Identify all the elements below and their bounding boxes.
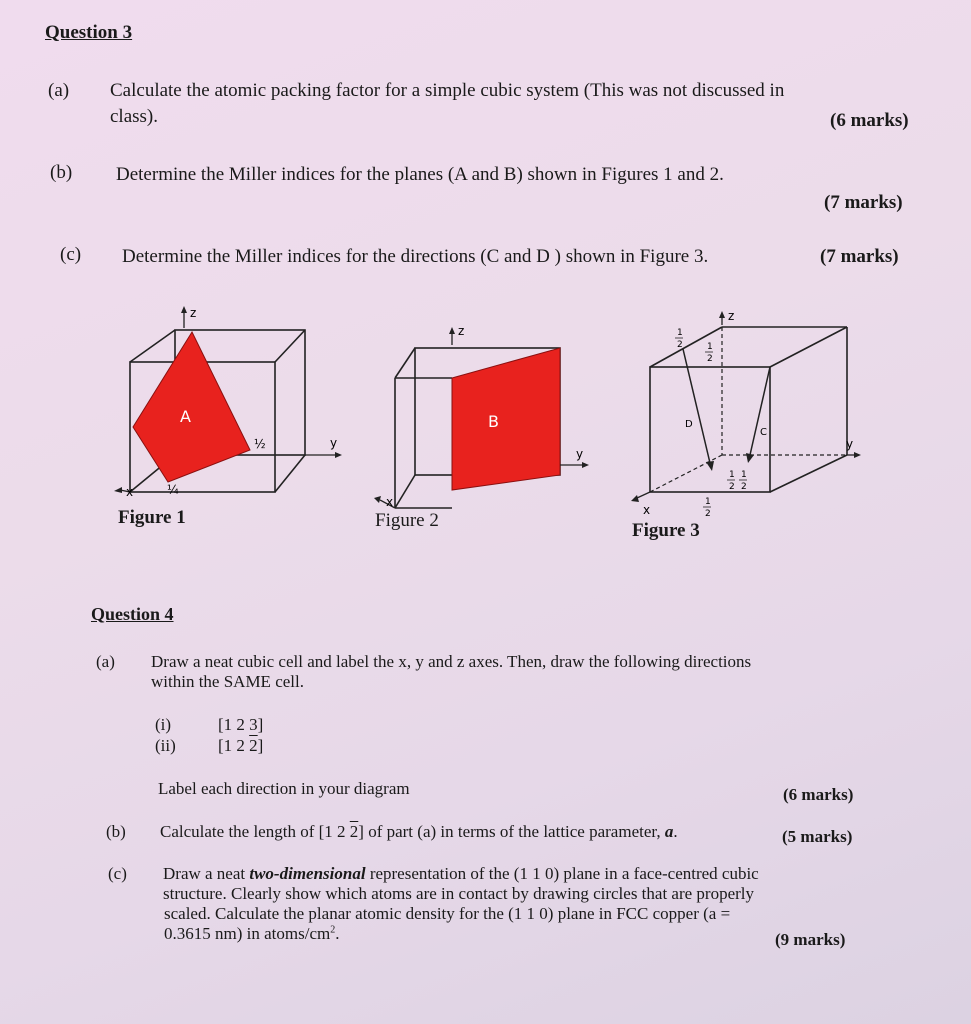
q4c-line4-post: . [335,924,340,943]
q4b-param: a [664,822,674,841]
q4a-label: (a) [96,652,115,671]
figure-2-diagram [370,315,600,510]
q4a-item-ii-post: ] [257,736,264,755]
q4c-text-line2: structure. Clearly show which atoms are in contact by drawing circles that are properly [163,884,755,903]
q4a-item-ii-label: (ii) [155,736,176,755]
q3b-marks: (7 marks) [824,192,903,213]
q3c-text: Determine the Miller indices for the directions (C and D ) shown in Figure 3. [122,246,709,267]
fig3-frac-5-den: 2 [705,509,711,519]
fig3-x-arrow-icon [631,495,639,502]
q3b-text: Determine the Miller indices for the planes (A and B) shown in Figures 1 and 2. [116,164,724,185]
question-4-title: Question 4 [91,604,174,624]
q4a-item-i-label: (i) [155,715,172,734]
q4c-line1-em: two-dimensional [249,864,366,883]
fig1-y-label: y [330,436,338,450]
q4b-bar: 2 [349,822,359,841]
q3a-text-line2: class). [110,106,159,127]
fig3-x-axis [637,492,650,498]
figure-1-diagram [100,300,360,505]
q4c-text-line1 [163,864,759,884]
fig2-z-arrow-icon [449,327,455,334]
plane-a [133,332,250,482]
fig1-x-label: x [126,485,134,499]
direction-d-label: D [685,419,693,430]
direction-d-arrow-icon [706,461,714,471]
q4b-marks: (5 marks) [782,827,853,846]
q4c-text-line3: scaled. Calculate the planar atomic density for the (1 1 0) plane in FCC copper (a = [164,904,731,923]
figure-3-caption: Figure 3 [632,520,700,541]
direction-c-line [750,367,770,455]
q4b-mid: ] of part (a) in terms of the lattice parameter, [358,822,665,841]
fig2-y-arrow-icon [582,462,589,468]
q4b-pre: Calculate the length of [1 2 [160,822,350,841]
fig1-y-arrow-icon [335,452,342,458]
q4a-item-i-text: [1 2 3] [218,715,264,734]
direction-d-line [683,349,710,463]
q4b-end: . [673,822,678,841]
q4a-text-line1: Draw a neat cubic cell and label the x, y and z axes. Then, draw the following directions [151,652,752,671]
direction-c-label: C [760,427,767,438]
q4c-line4-pre: 0.3615 nm) in atoms/cm [164,924,331,943]
figure-3-diagram [615,305,865,520]
q4c-line1-post: representation of the (1 1 0) plane in a face-centred cubic [365,864,759,883]
fig3-frac-2-den: 2 [707,354,713,364]
fig3-z-arrow-icon [719,311,725,318]
figure-3-hidden-edges [650,327,847,492]
question-3-title: Question 3 [45,22,133,43]
fig2-y-label: y [576,447,584,461]
q4a-marks: (6 marks) [783,785,854,804]
q4a-item-ii-pre: [1 2 [218,736,250,755]
fig3-frac-1-num: 1 [677,328,683,338]
figure-2-caption: Figure 2 [375,510,439,531]
fig3-frac-4-den: 2 [741,482,747,492]
q4c-label: (c) [108,864,127,883]
fig3-y-label: y [846,437,854,451]
fig3-frac-4-num: 1 [741,470,747,480]
q4a-text-line2: within the SAME cell. [151,672,304,691]
fig3-frac-2-num: 1 [707,342,713,352]
q4c-text-line4 [164,924,339,944]
fig3-z-label: z [728,309,735,323]
fig1-z-arrow-icon [181,306,187,313]
plane-b [452,348,560,490]
figure-1-caption: Figure 1 [118,507,186,528]
q4b-text [160,822,678,842]
q3a-marks: (6 marks) [830,110,909,131]
fig1-x-arrow-icon [114,487,122,493]
fig2-x-label: x [386,495,394,509]
q4a-instruction: Label each direction in your diagram [158,779,410,798]
fig3-frac-3-den: 2 [729,482,735,492]
fig3-frac-5-num: 1 [705,497,711,507]
plane-a-label: A [180,407,191,426]
fig3-frac-3-num: 1 [729,470,735,480]
fig3-y-arrow-icon [854,452,861,458]
fig3-x-label: x [643,503,651,517]
q4a-item-ii-bar: 2 [249,736,258,755]
q4a-item-ii-direction [218,736,263,756]
plane-b-label: B [488,412,499,431]
q3a-label: (a) [48,80,70,101]
q3a-text-line1: Calculate the atomic packing factor for a simple cubic system (This was not discussed in [110,80,785,101]
q3b-label: (b) [50,162,73,183]
fig1-quarter-label: ¼ [167,483,179,497]
fig3-frac-1-den: 2 [677,340,683,350]
fig1-z-label: z [190,306,197,320]
q4c-marks: (9 marks) [775,930,846,949]
figure-3-cube [650,327,847,492]
fig1-half-label: ½ [254,437,266,451]
fig2-z-label: z [458,324,465,338]
q4b-label: (b) [106,822,126,841]
q3c-label: (c) [60,244,82,265]
fig2-x-arrow-icon [374,496,381,503]
q4c-line4-sup: 2 [330,924,336,936]
q4a-item-i-direction [218,715,263,735]
q4c-line1-pre: Draw a neat [163,864,250,883]
q3c-marks: (7 marks) [820,246,899,267]
